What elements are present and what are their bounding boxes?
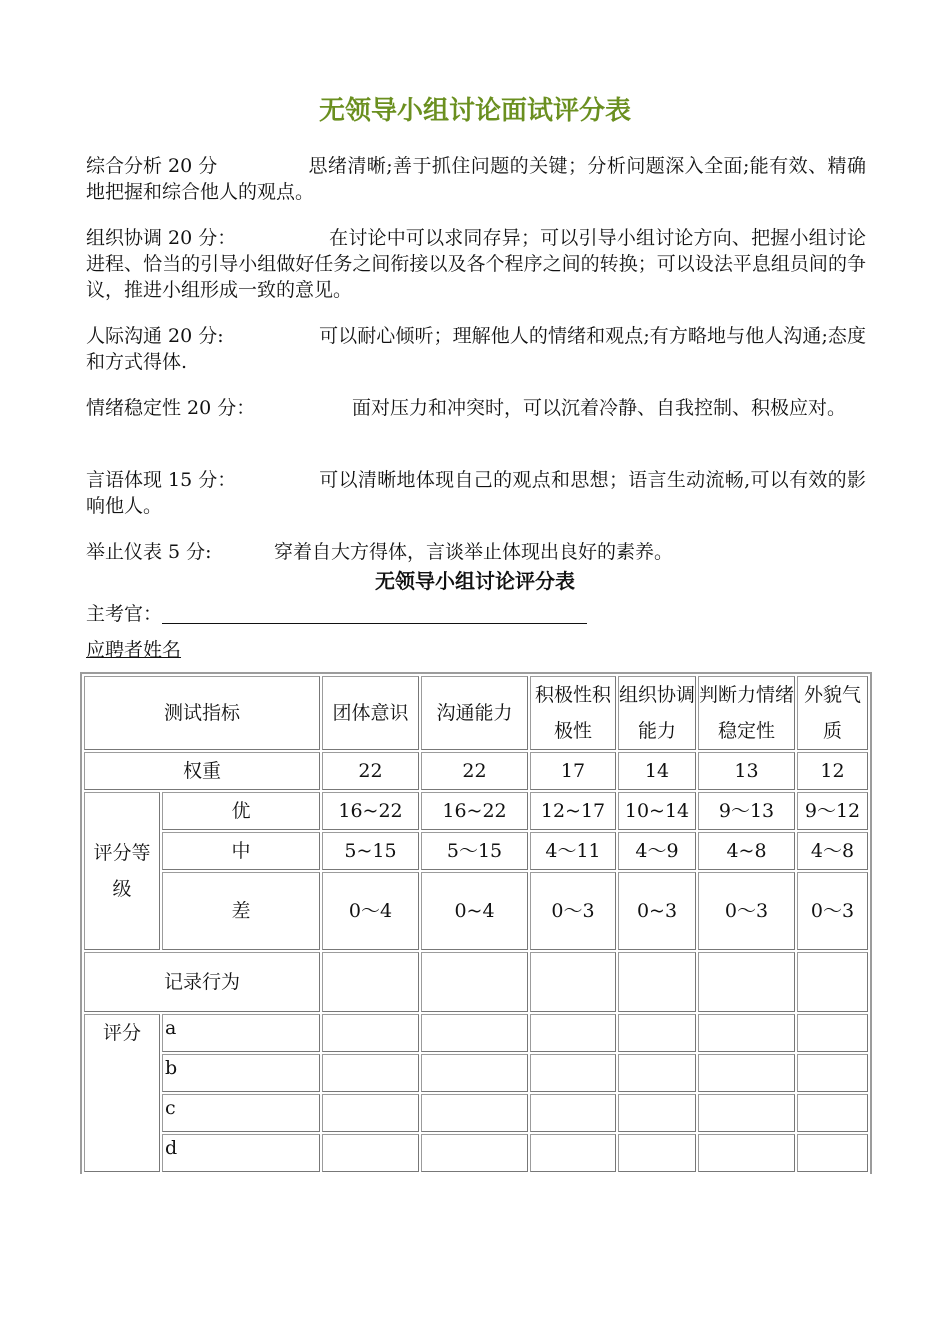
score-row-label: d [162, 1134, 320, 1172]
record-cell[interactable] [421, 952, 528, 1012]
score-cell[interactable] [530, 1014, 616, 1052]
record-cell[interactable] [797, 952, 868, 1012]
score-row-c [84, 1094, 868, 1132]
grade-name: 差 [162, 872, 320, 950]
grade-range: 4～11 [530, 832, 616, 870]
score-cell[interactable] [322, 1054, 419, 1092]
criterion-label: 人际沟通 20 分: [86, 325, 224, 347]
criterion-desc: 可以耐心倾听；理解他人的情绪和观点;有方略地与他人沟通;态度和方式得体. [86, 325, 866, 373]
grade-range: 9～13 [698, 792, 795, 830]
score-row-a [84, 1014, 868, 1052]
record-label: 记录行为 [84, 952, 320, 1012]
column-header: 组织协调能力 [618, 676, 696, 750]
weight-label: 权重 [84, 752, 320, 790]
weight-value: 13 [698, 752, 795, 790]
record-row [84, 952, 868, 1012]
page-title: 无领导小组讨论面试评分表 [318, 96, 631, 126]
grade-range: 0~4 [421, 872, 528, 950]
grade-range: 5～15 [421, 832, 528, 870]
score-cell[interactable] [618, 1134, 696, 1172]
record-cell[interactable] [698, 952, 795, 1012]
weight-value: 22 [421, 752, 528, 790]
grade-row-medium [84, 832, 868, 870]
grade-range: 5~15 [322, 832, 419, 870]
score-table [80, 672, 872, 1174]
grade-range: 0～4 [322, 872, 419, 950]
criterion-label: 举止仪表 5 分: [86, 541, 212, 563]
grade-row-excellent [84, 792, 868, 830]
examiner-label: 主考官： [86, 603, 163, 625]
score-row-label: a [162, 1014, 320, 1052]
header-row [84, 676, 868, 750]
score-row-label: b [162, 1054, 320, 1092]
score-row-label: c [162, 1094, 320, 1132]
criterion-analysis [86, 153, 866, 205]
score-cell[interactable] [530, 1054, 616, 1092]
criterion-desc: 在讨论中可以求同存异；可以引导小组讨论方向、把握小组讨论进程、恰当的引导小组做好任务之间衔接以及各个程序之间的转换；可以设法平息组员间的争议，推进小组形成一致的意见。 [86, 227, 866, 301]
grade-range: 0～3 [530, 872, 616, 950]
column-header: 外貌气质 [797, 676, 868, 750]
criterion-coordination [86, 225, 866, 303]
score-row-d [84, 1134, 868, 1172]
grade-range: 16~22 [322, 792, 419, 830]
criterion-desc: 思绪清晰;善于抓住问题的关键；分析问题深入全面;能有效、精确地把握和综合他人的观点。 [86, 155, 866, 203]
score-cell[interactable] [421, 1094, 528, 1132]
score-cell[interactable] [322, 1134, 419, 1172]
grade-range: 10~14 [618, 792, 696, 830]
candidate-name-label: 应聘者姓名 [86, 639, 182, 661]
score-label: 评分 [84, 1014, 160, 1172]
criterion-desc: 穿着自大方得体，言谈举止体现出良好的素养。 [274, 541, 674, 563]
criterion-emotional-stability [86, 395, 866, 421]
grade-range: 0～3 [797, 872, 868, 950]
score-cell[interactable] [698, 1054, 795, 1092]
column-header: 判断力情绪稳定性 [698, 676, 795, 750]
examiner-field[interactable] [86, 601, 587, 627]
score-cell[interactable] [530, 1134, 616, 1172]
form-title: 无领导小组讨论评分表 [375, 569, 575, 593]
score-cell[interactable] [797, 1134, 868, 1172]
grade-range: 4～9 [618, 832, 696, 870]
grade-row-poor [84, 872, 868, 950]
criterion-label: 言语体现 15 分： [86, 469, 237, 491]
score-cell[interactable] [322, 1014, 419, 1052]
grade-range: 0~3 [618, 872, 696, 950]
score-cell[interactable] [698, 1094, 795, 1132]
grade-name: 优 [162, 792, 320, 830]
grade-range: 0～3 [698, 872, 795, 950]
score-cell[interactable] [618, 1014, 696, 1052]
grade-range: 4～8 [797, 832, 868, 870]
score-cell[interactable] [421, 1054, 528, 1092]
criterion-label: 组织协调 20 分： [86, 227, 237, 249]
score-cell[interactable] [797, 1094, 868, 1132]
score-cell[interactable] [698, 1014, 795, 1052]
grade-label: 评分等级 [84, 792, 160, 950]
examiner-blank[interactable] [162, 603, 587, 624]
score-cell[interactable] [618, 1094, 696, 1132]
grade-range: 9～12 [797, 792, 868, 830]
score-cell[interactable] [421, 1134, 528, 1172]
score-cell[interactable] [797, 1054, 868, 1092]
record-cell[interactable] [618, 952, 696, 1012]
score-cell[interactable] [322, 1094, 419, 1132]
score-cell[interactable] [618, 1054, 696, 1092]
record-cell[interactable] [322, 952, 419, 1012]
criterion-communication [86, 323, 866, 375]
weight-value: 22 [322, 752, 419, 790]
score-row-b [84, 1054, 868, 1092]
grade-range: 12~17 [530, 792, 616, 830]
indicator-header: 测试指标 [84, 676, 320, 750]
score-cell[interactable] [530, 1094, 616, 1132]
weight-value: 12 [797, 752, 868, 790]
criterion-desc: 面对压力和冲突时，可以沉着冷静、自我控制、积极应对。 [352, 397, 847, 419]
criterion-label: 情绪稳定性 20 分： [86, 397, 256, 419]
score-cell[interactable] [698, 1134, 795, 1172]
criterion-desc: 可以清晰地体现自己的观点和思想；语言生动流畅,可以有效的影响他人。 [86, 469, 866, 517]
weight-value: 14 [618, 752, 696, 790]
criterion-manner [86, 539, 866, 565]
record-cell[interactable] [530, 952, 616, 1012]
weight-row [84, 752, 868, 790]
column-header: 积极性积极性 [530, 676, 616, 750]
score-cell[interactable] [797, 1014, 868, 1052]
column-header: 沟通能力 [421, 676, 528, 750]
grade-range: 16~22 [421, 792, 528, 830]
weight-value: 17 [530, 752, 616, 790]
column-header: 团体意识 [322, 676, 419, 750]
grade-range: 4~8 [698, 832, 795, 870]
grade-name: 中 [162, 832, 320, 870]
criterion-expression [86, 467, 866, 519]
score-cell[interactable] [421, 1014, 528, 1052]
criterion-label: 综合分析 20 分 [86, 155, 218, 177]
